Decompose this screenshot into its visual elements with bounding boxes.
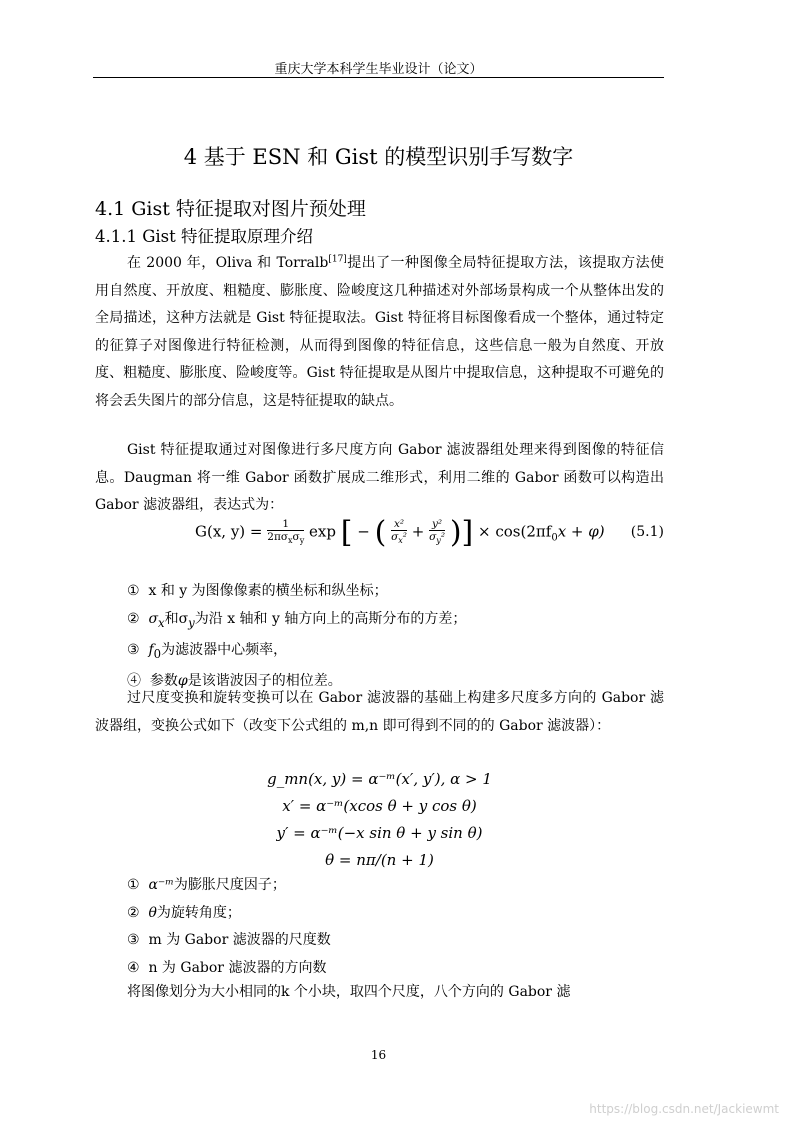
list-item: ④ 参数φ是该谐波因子的相位差。	[127, 673, 342, 690]
list-item: ④ n 为 Gabor 滤波器的方向数	[127, 959, 327, 976]
page-number: 16	[370, 1048, 387, 1062]
section-title: 4.1 Gist 特征提取对图片预处理	[95, 198, 366, 220]
paragraph-transform: 过尺度变换和旋转变换可以在 Gabor 滤波器的基础上构建多尺度多方向的 Gabor 滤波器组，变换公式如下（改变下公式组的 m,n 即可得到不同的的 Gabor 滤波器）：	[95, 690, 664, 734]
list-item: ① x 和 y 为图像像素的横坐标和纵坐标；	[127, 583, 388, 599]
paragraph-blocks: 将图像划分为大小相同的k 个小块，取四个尺度，八个方向的 Gabor 滤	[127, 984, 571, 1000]
equation-line: θ = nπ/(n + 1)	[325, 851, 434, 869]
list-variables	[127, 578, 466, 696]
chapter-title: 4 基于 ESN 和 Gist 的模型识别手写数字	[183, 145, 574, 169]
equation-line: x′ = α⁻ᵐ(xcos θ + y cos θ)	[282, 797, 477, 815]
list-parameters	[127, 872, 331, 982]
equation-5-1: G(x, y) = $\frac{1}{2\pi\sigma_x\sigma_y}$ exp [ − ( $\frac{\text{x²}}{\sigma_x^2}$ + $\frac{\text{y²}}{\sigma_y^2}$ )] × $\cos(2\pi f_0x + \varphi)$ (5.1)	[195, 515, 664, 550]
paragraph-gabor: Gist 特征提取通过对图像进行多尺度方向 Gabor 滤波器组处理来得到图像的特征信息。Daugman 将一维 Gabor 函数扩展成二维形式，利用二维的 Gabor 函数可以构造出 Gabor 滤波器组，表达式为：	[95, 442, 664, 513]
list-item: ② θ为旋转角度；	[127, 904, 241, 921]
citation: [17]	[328, 254, 347, 265]
list-item: ① α⁻ᵐ为膨胀尺度因子；	[127, 877, 286, 893]
watermark: https://blog.csdn.net/Jackiewmt	[589, 1102, 779, 1116]
page-header: 重庆大学本科学生毕业设计（论文）	[274, 62, 483, 77]
equation-number: (5.1)	[630, 524, 664, 540]
list-item: ② $\sigma_x$和$\sigma_y$为沿 x 轴和 y 轴方向上的高斯分布的方差；	[127, 610, 467, 630]
equation-group	[95, 766, 664, 874]
equation-line: y′ = α⁻ᵐ(−x sin θ + y sin θ)	[276, 824, 483, 842]
list-item: ③ $f_0$为滤波器中心频率，	[127, 641, 288, 661]
list-item: ③ m 为 Gabor 滤波器的尺度数	[127, 932, 331, 948]
paragraph-intro: 在 2000 年，Oliva 和 Torralb[17]提出了一种图像全局特征提取方法，该提取方法使用自然度、开放度、粗糙度、膨胀度、险峻度这几种描述对外部场景构成一个从整体出发的全局描述，这种方法就是 Gist 特征提取法。Gist 特征将目标图像看成一个整体，通过特定的征算子对图像进行特征检测，从而得到图像的特征信息，这些信息一般为自然度、开放度、粗糙度、膨胀度、险峻度等。Gist 特征提取是从图片中提取信息，这种提取不可避免的将会丢失图片的部分信息，这是特征提取的缺点。	[95, 254, 665, 409]
header-rule	[93, 77, 664, 78]
equation-line: g_mn(x, y) = α⁻ᵐ(x′, y′), α > 1	[267, 770, 492, 788]
subsection-title: 4.1.1 Gist 特征提取原理介绍	[95, 227, 314, 246]
